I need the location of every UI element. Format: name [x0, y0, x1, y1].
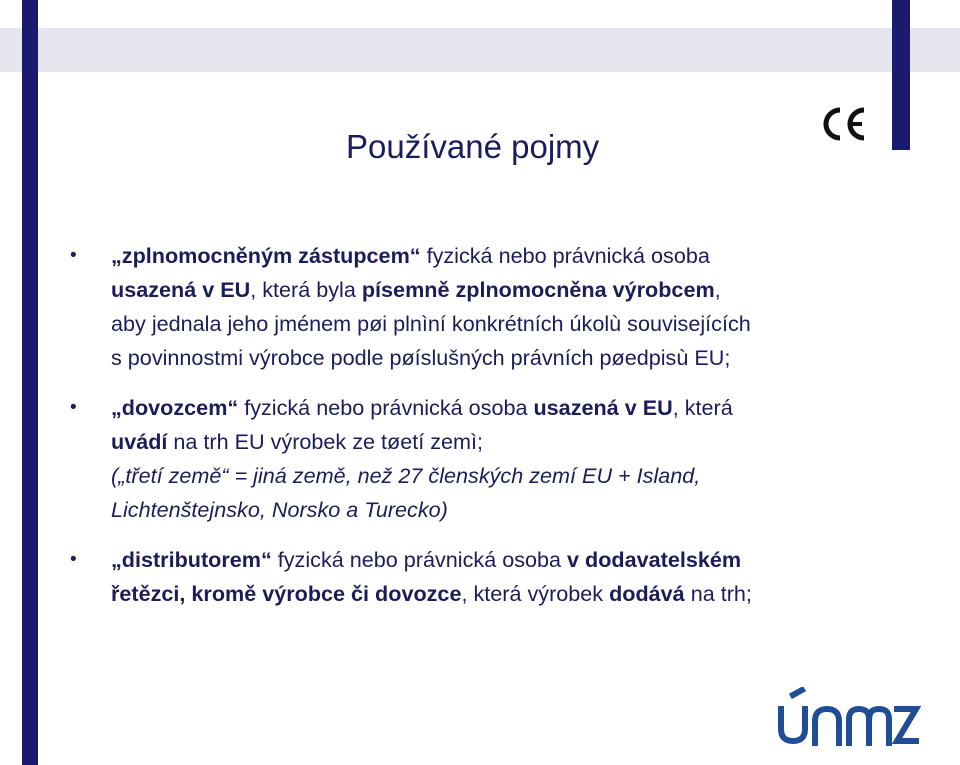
text-line: „distributorem“ fyzická nebo právnická osoba v dodavatelském — [111, 547, 742, 572]
top-band — [0, 28, 960, 72]
ce-mark-icon — [820, 102, 868, 146]
text-line: Lichtenštejnsko, Norsko a Turecko) — [111, 497, 448, 522]
text-line: s povinnostmi výrobce podle pøíslušných právních pøedpisù EU; — [111, 345, 731, 370]
slide-title: Používané pojmy — [346, 128, 600, 165]
text-line: usazená v EU, která byla písemně zplnomocněna výrobcem, — [111, 277, 721, 302]
left-frame-bar — [22, 0, 38, 765]
bullet-icon: • — [70, 549, 77, 570]
definition-list — [66, 239, 926, 611]
text-line: uvádí na trh EU výrobek ze tøetí zemì; — [111, 429, 484, 454]
text-line: („třetí země“ = jiná země, než 27 členských zemí EU + Island, — [111, 463, 701, 488]
text-line: aby jednala jeho jménem pøi plnìní konkrétních úkolù souvisejících — [111, 311, 751, 336]
text-line: „dovozcem“ fyzická nebo právnická osoba usazená v EU, která — [111, 395, 733, 420]
text-line: řetězci, kromě výrobce či dovozce, která výrobek dodává na trh; — [111, 581, 752, 606]
definition-item — [66, 239, 926, 375]
bullet-icon: • — [70, 397, 77, 418]
text-line: „zplnomocněným zástupcem“ fyzická nebo právnická osoba — [111, 243, 710, 268]
right-frame-bar — [892, 0, 910, 150]
bullet-icon: • — [70, 245, 77, 266]
definition-item — [66, 543, 926, 611]
unmz-logo — [773, 687, 921, 749]
definition-item — [66, 391, 926, 527]
